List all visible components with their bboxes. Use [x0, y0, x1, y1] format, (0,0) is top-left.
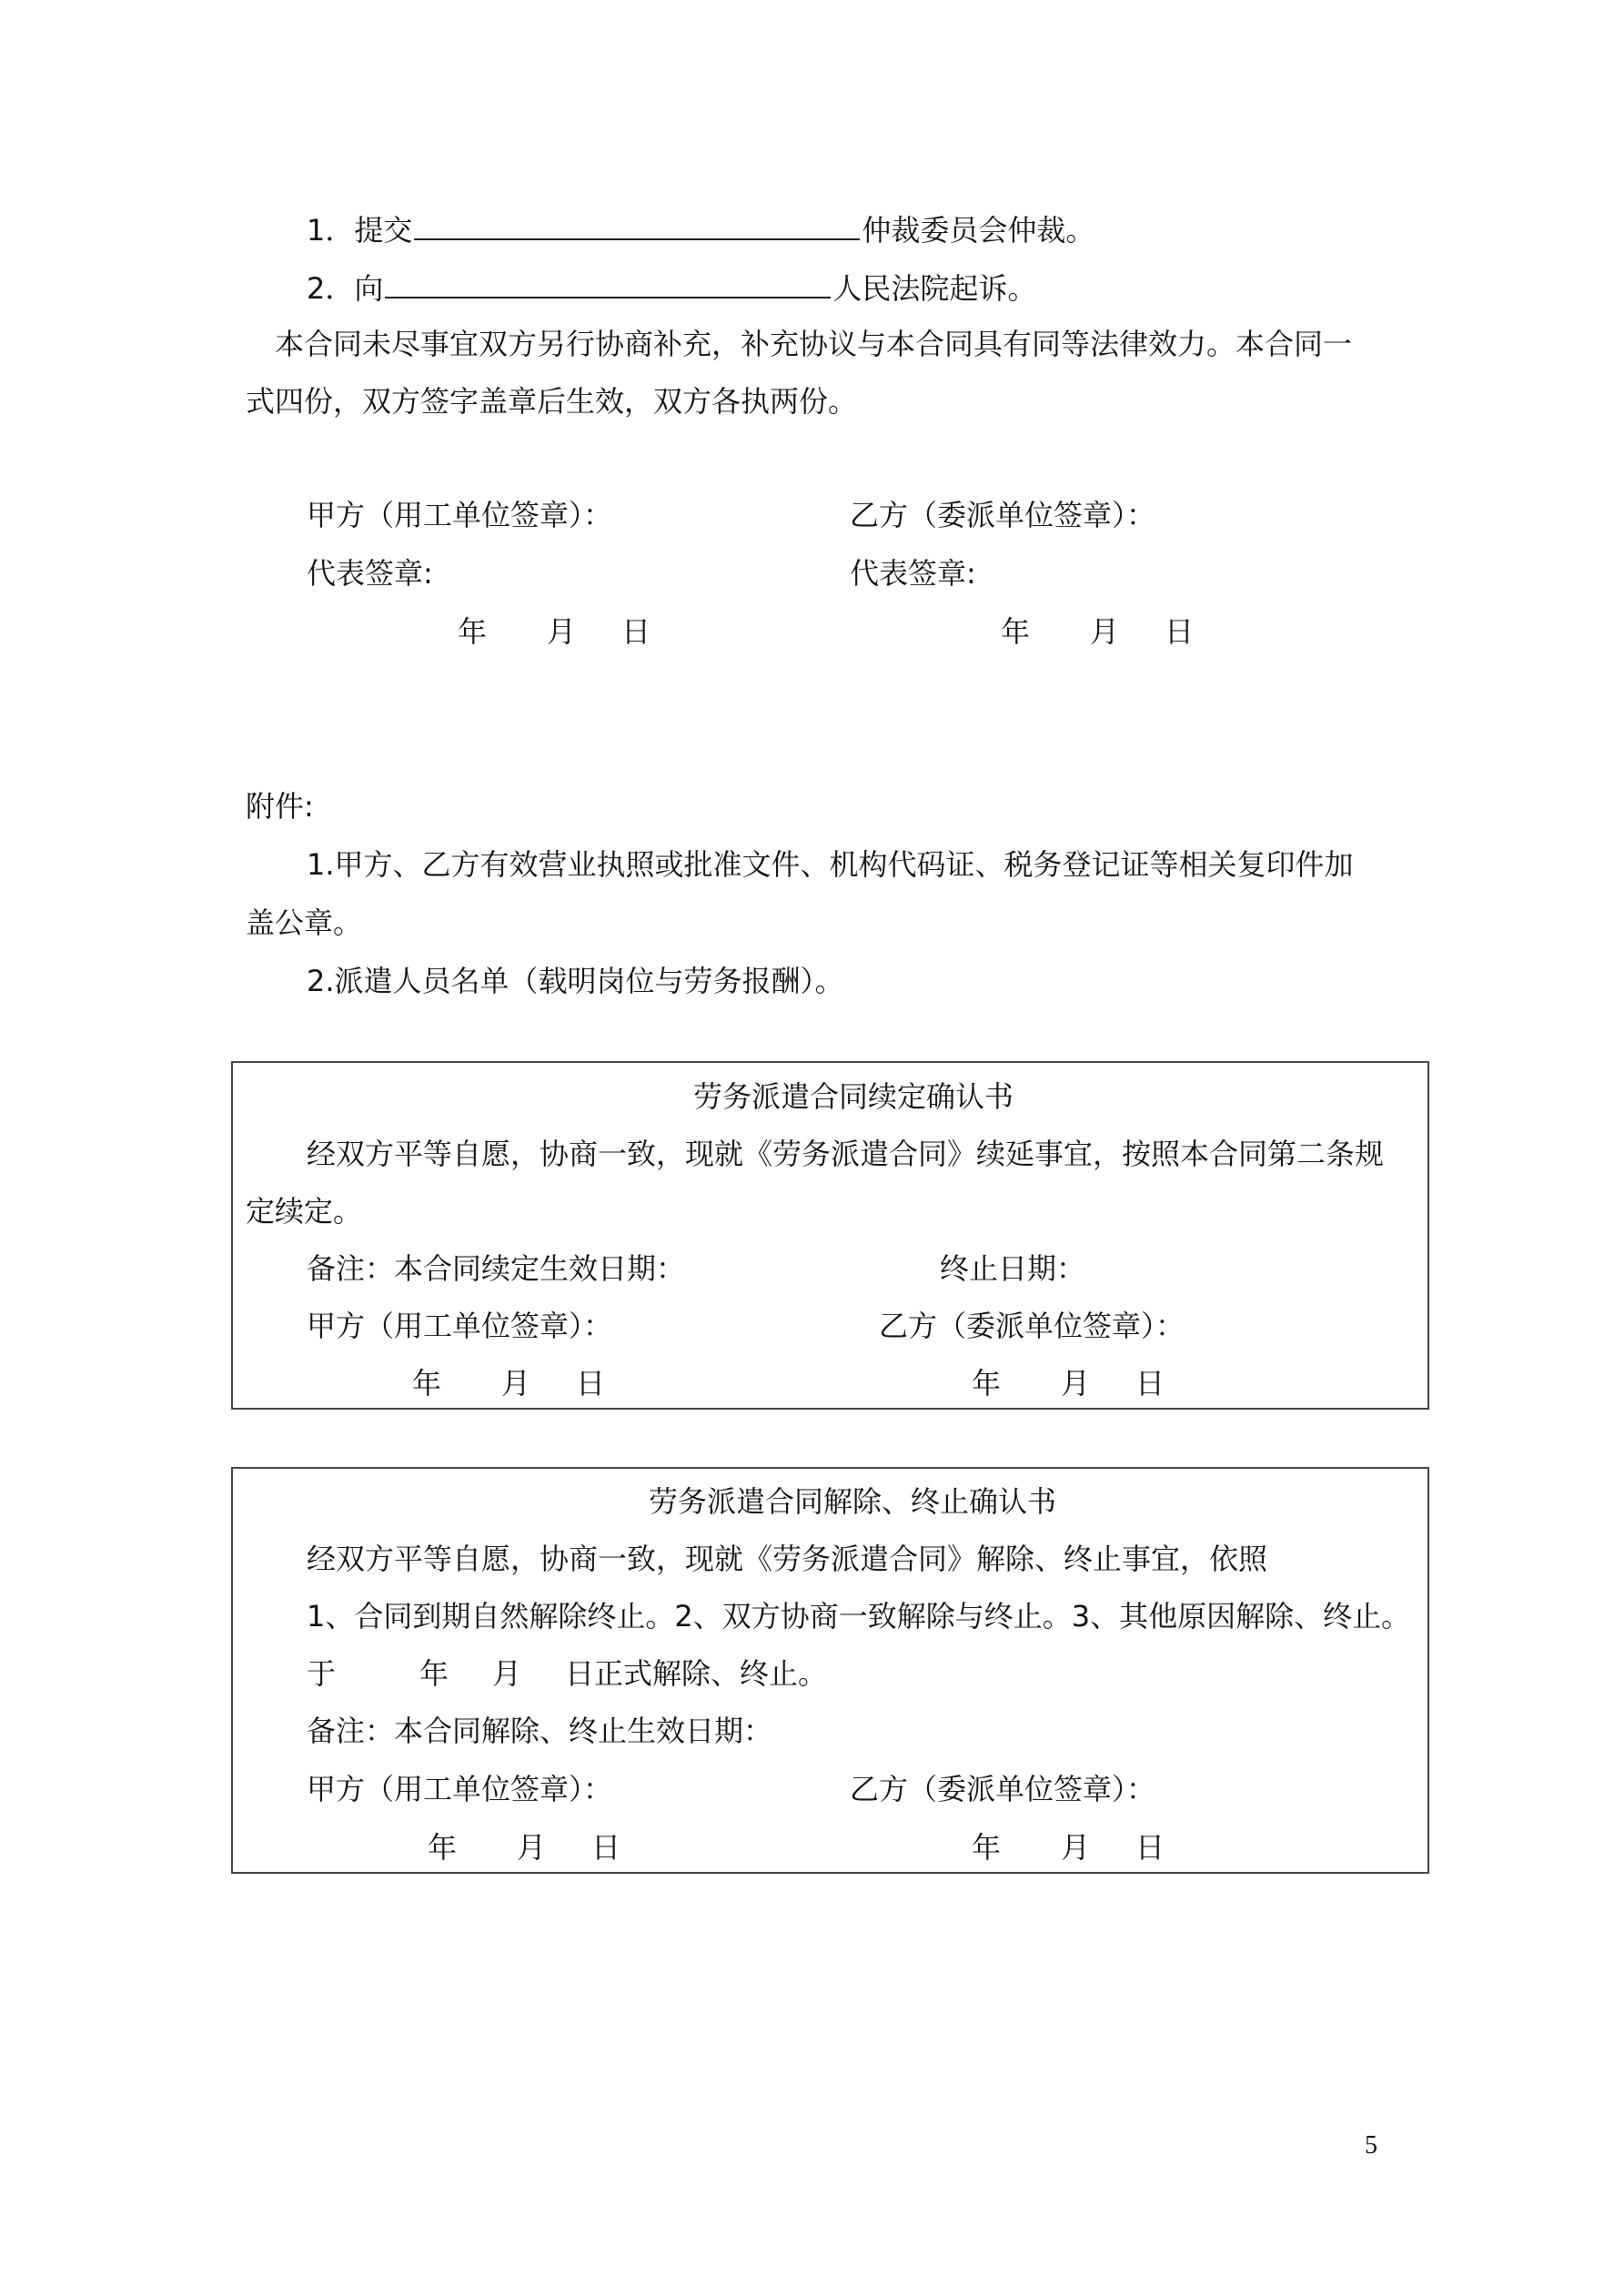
termination-party-b-label: 乙方（委派单位签章）：: [850, 1772, 1156, 1806]
month-label: 月: [1090, 614, 1120, 649]
renewal-body-line2: 定续定。: [246, 1194, 363, 1229]
year-label: 年: [458, 614, 488, 649]
party-a-date: [458, 613, 651, 650]
supplement-paragraph-line1: 本合同未尽事宜双方另行协商补充，补充协议与本合同具有同等法律效力。本合同一: [275, 327, 1353, 361]
renewal-end-date-label: 终止日期：: [940, 1251, 1086, 1286]
arbitration-option: [307, 209, 1094, 248]
year-label: 年: [972, 1366, 1002, 1401]
attachments-heading: 附件:: [246, 789, 314, 824]
termination-body-line2: 1、合同到期自然解除终止。2、双方协商一致解除与终止。3、其他原因解除、终止。: [307, 1599, 1411, 1633]
day-label: 日: [1135, 1830, 1165, 1865]
date-prefix: 于: [307, 1656, 337, 1691]
month-label: 月: [1061, 1366, 1091, 1401]
party-a-signature-label: 甲方（用工单位签章）：: [307, 498, 613, 532]
termination-party-b-date: [972, 1829, 1165, 1866]
year-label: 年: [412, 1366, 442, 1401]
litigation-suffix: 人民法院起诉。: [832, 271, 1037, 306]
termination-party-a-label: 甲方（用工单位签章）：: [307, 1772, 613, 1806]
party-b-signature-label: 乙方（委派单位签章）：: [850, 498, 1156, 532]
date-suffix: 日正式解除、终止。: [565, 1656, 828, 1691]
termination-formal-date: [307, 1655, 827, 1692]
termination-effective-date-label: 备注：本合同解除、终止生效日期：: [307, 1714, 773, 1748]
arbitration-suffix: 仲裁委员会仲裁。: [862, 213, 1095, 248]
termination-body-line1: 经双方平等自愿，协商一致，现就《劳务派遣合同》解除、终止事宜，依照: [307, 1542, 1268, 1576]
litigation-prefix: 2．向: [307, 271, 384, 306]
day-label: 日: [1135, 1366, 1165, 1401]
year-label: 年: [428, 1830, 458, 1865]
year-label: 年: [419, 1656, 449, 1691]
renewal-effective-date-label: 备注：本合同续定生效日期：: [307, 1251, 686, 1286]
party-a-representative-label: 代表签章:: [307, 556, 433, 591]
month-label: 月: [492, 1656, 522, 1691]
supplement-paragraph-line2: 式四份，双方签字盖章后生效，双方各执两份。: [246, 384, 858, 419]
renewal-body-line1: 经双方平等自愿，协商一致，现就《劳务派遣合同》续延事宜，按照本合同第二条规: [307, 1137, 1385, 1171]
attachment-item-2: 2.派遣人员名单（载明岗位与劳务报酬）。: [307, 964, 844, 998]
day-label: 日: [576, 1366, 606, 1401]
renewal-party-a-label: 甲方（用工单位签章）：: [307, 1309, 613, 1343]
renewal-party-b-label: 乙方（委派单位签章）：: [879, 1309, 1185, 1343]
renewal-box-title: 劳务派遣合同续定确认书: [693, 1079, 1014, 1114]
day-label: 日: [621, 614, 651, 649]
termination-box-title: 劳务派遣合同解除、终止确认书: [649, 1484, 1057, 1519]
month-label: 月: [501, 1366, 531, 1401]
party-b-date: [1001, 613, 1194, 650]
day-label: 日: [591, 1830, 621, 1865]
renewal-party-b-date: [972, 1365, 1165, 1401]
attachment-item-1-line2: 盖公章。: [246, 905, 363, 940]
arbitration-committee-blank[interactable]: [414, 209, 860, 240]
month-label: 月: [517, 1830, 547, 1865]
month-label: 月: [1061, 1830, 1091, 1865]
renewal-party-a-date: [412, 1365, 605, 1401]
year-label: 年: [1001, 614, 1031, 649]
party-b-representative-label: 代表签章:: [850, 556, 976, 591]
month-label: 月: [547, 614, 577, 649]
day-label: 日: [1165, 614, 1195, 649]
page-number: 5: [1365, 2131, 1377, 2159]
court-blank[interactable]: [385, 268, 831, 298]
attachment-item-1-line1: 1.甲方、乙方有效营业执照或批准文件、机构代码证、税务登记证等相关复印件加: [307, 847, 1354, 882]
year-label: 年: [972, 1830, 1002, 1865]
litigation-option: [307, 268, 1036, 307]
arbitration-prefix: 1．提交: [307, 213, 413, 248]
termination-party-a-date: [428, 1829, 620, 1866]
